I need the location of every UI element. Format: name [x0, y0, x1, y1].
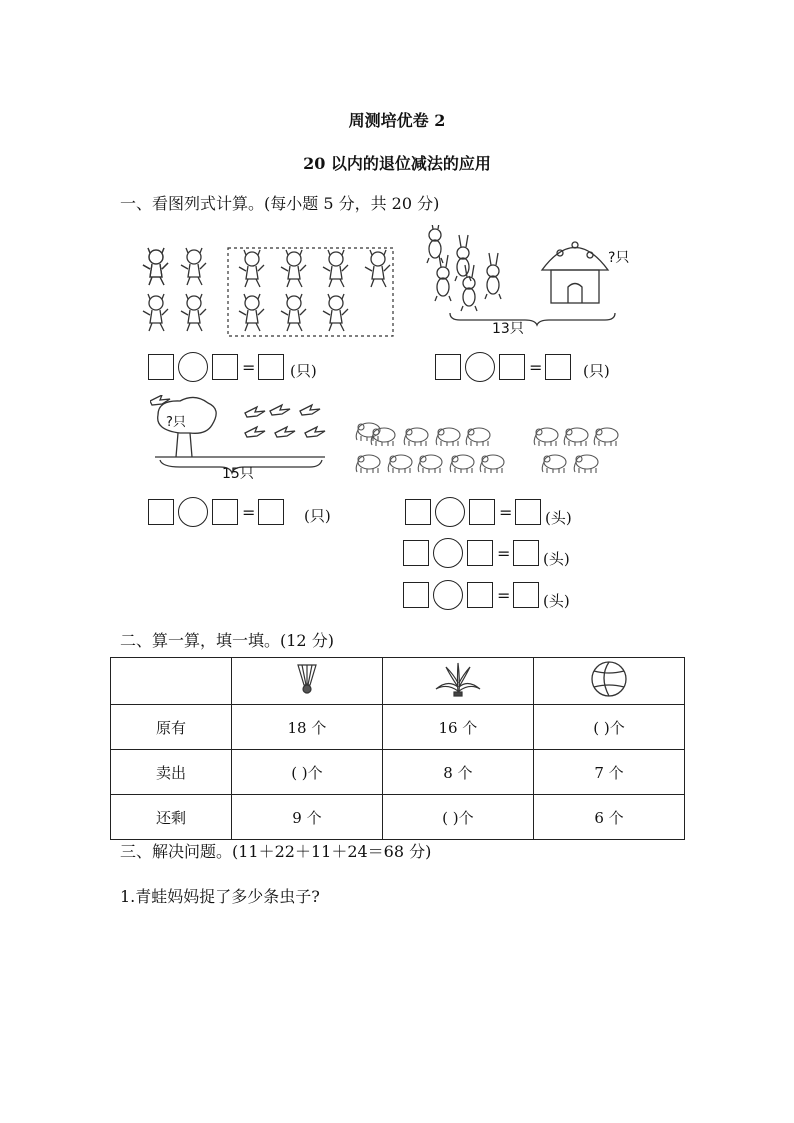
fig2-total-label: 13只	[492, 321, 524, 337]
section2-heading: 二、算一算，填一填。(12 分)	[120, 631, 334, 650]
unit-label: (只)	[290, 362, 317, 380]
answer-box[interactable]	[403, 540, 429, 566]
equals-sign: =	[529, 358, 543, 377]
equals-sign: =	[242, 358, 256, 377]
shuttlecock-icon	[296, 663, 318, 695]
plant-icon	[432, 661, 484, 697]
answer-box[interactable]	[212, 354, 238, 380]
answer-box[interactable]	[515, 499, 541, 525]
table-cell: 8 个	[382, 750, 533, 795]
question-1: 1.青蛙妈妈捉了多少条虫子?	[120, 887, 320, 906]
rabbits-house-figure	[425, 225, 640, 340]
fig3-question-label: ?只	[166, 415, 186, 430]
answer-box[interactable]	[469, 499, 495, 525]
answer-blank-cell[interactable]: ( )个	[382, 795, 533, 840]
answer-box[interactable]	[467, 540, 493, 566]
page-title: 周测培优卷 2	[348, 111, 446, 130]
fig2-question-label: ?只	[608, 250, 630, 266]
answer-box[interactable]	[258, 354, 284, 380]
row-label: 原有	[111, 705, 232, 750]
operator-circle[interactable]	[465, 352, 495, 382]
row-label: 还剩	[111, 795, 232, 840]
answer-box[interactable]	[258, 499, 284, 525]
answer-box[interactable]	[435, 354, 461, 380]
fig3-total-label: 15只	[222, 466, 254, 482]
operator-circle[interactable]	[435, 497, 465, 527]
table-cell: 16 个	[382, 705, 533, 750]
sales-table	[110, 657, 685, 840]
table-cell: 9 个	[232, 795, 383, 840]
plant-header	[382, 658, 533, 705]
operator-circle[interactable]	[178, 497, 208, 527]
operator-circle[interactable]	[433, 580, 463, 610]
elephants-figure	[355, 420, 625, 480]
answer-box[interactable]	[148, 499, 174, 525]
page-subtitle: 20 以内的退位减法的应用	[303, 154, 491, 173]
answer-box[interactable]	[545, 354, 571, 380]
monkeys-figure	[140, 245, 396, 340]
unit-label: (头)	[545, 509, 572, 527]
equals-sign: =	[497, 544, 511, 563]
answer-box[interactable]	[513, 582, 539, 608]
table-header-empty	[111, 658, 232, 705]
answer-box[interactable]	[148, 354, 174, 380]
row-label: 卖出	[111, 750, 232, 795]
answer-box[interactable]	[403, 582, 429, 608]
answer-box[interactable]	[467, 582, 493, 608]
badminton-header	[232, 658, 383, 705]
answer-box[interactable]	[405, 499, 431, 525]
answer-box[interactable]	[212, 499, 238, 525]
answer-box[interactable]	[513, 540, 539, 566]
table-cell: 7 个	[533, 750, 684, 795]
equals-sign: =	[497, 586, 511, 605]
unit-label: (只)	[304, 507, 331, 525]
section3-heading: 三、解决问题。(11＋22＋11＋24＝68 分)	[120, 842, 432, 861]
unit-label: (只)	[583, 362, 610, 380]
unit-label: (头)	[543, 550, 570, 568]
unit-label: (头)	[543, 592, 570, 610]
answer-box[interactable]	[499, 354, 525, 380]
operator-circle[interactable]	[178, 352, 208, 382]
table-cell: 6 个	[533, 795, 684, 840]
volleyball-icon	[589, 659, 629, 699]
section1-heading: 一、看图列式计算。(每小题 5 分，共 20 分)	[120, 194, 440, 213]
table-cell: 18 个	[232, 705, 383, 750]
ball-header	[533, 658, 684, 705]
answer-blank-cell[interactable]: ( )个	[533, 705, 684, 750]
equals-sign: =	[499, 503, 513, 522]
equals-sign: =	[242, 503, 256, 522]
answer-blank-cell[interactable]: ( )个	[232, 750, 383, 795]
operator-circle[interactable]	[433, 538, 463, 568]
